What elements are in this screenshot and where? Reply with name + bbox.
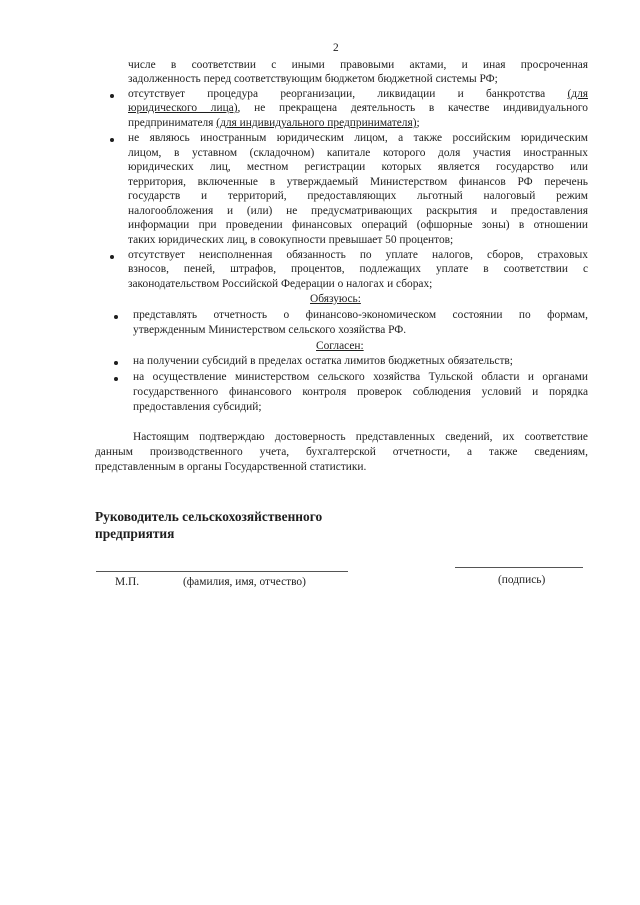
paragraph-line: налогообложения и (или) не предусматривающих раскрытия и предоставления: [128, 205, 588, 217]
text-run: предпринимателя: [128, 117, 217, 129]
paragraph-line: таких юридических лиц, в совокупности превышает 50 процентов;: [128, 234, 454, 246]
bullet-icon: [114, 361, 118, 365]
signature-line: [455, 567, 583, 568]
paragraph-line: [128, 116, 420, 130]
signatory-title: Руководитель сельскохозяйственного: [95, 509, 323, 524]
paragraph-line: на получении субсидий в пределах остатка лимитов бюджетных обязательств;: [133, 355, 513, 367]
signatory-title: предприятия: [95, 526, 175, 541]
paragraph-line: данным производственного учета, бухгалтерской отчетности, а также сведениям,: [95, 446, 588, 458]
bullet-icon: [110, 255, 114, 259]
bullet-icon: [114, 315, 118, 319]
paragraph-line: предоставления субсидий;: [133, 401, 262, 413]
bullet-icon: [114, 377, 118, 381]
paragraph-line: взносов, пеней, штрафов, процентов, подлежащих уплате в соответствии с: [128, 263, 588, 275]
paragraph-line: [128, 101, 588, 115]
name-label: (фамилия, имя, отчество): [183, 576, 306, 588]
underlined-text: (для индивидуального предпринимателя): [216, 117, 417, 129]
paragraph-line: представлять отчетность о финансово-экономическом состоянии по формам,: [133, 309, 588, 321]
bullet-icon: [110, 94, 114, 98]
paragraph-line: Настоящим подтверждаю достоверность представленных сведений, их соответствие: [133, 431, 588, 443]
name-signature-line: [96, 571, 348, 572]
paragraph-line: юридических лиц, местном регистрации которых является государство или: [128, 161, 588, 173]
bullet-icon: [110, 138, 114, 142]
paragraph-line: государств и территорий, предоставляющих льготный налоговый режим: [128, 190, 588, 202]
paragraph-line: государственного финансового контроля проверок соблюдения условий и порядка: [133, 386, 588, 398]
paragraph-line: [128, 87, 588, 101]
paragraph-line: лицом, в уставном (складочном) капитале которого доля участия иностранных: [128, 147, 588, 159]
paragraph-line: на осуществление министерством сельского хозяйства Тульской области и органами: [133, 371, 588, 383]
stamp-label: М.П.: [115, 576, 140, 588]
section-heading: Обязуюсь:: [310, 293, 361, 305]
paragraph-line: представленным в органы Государственной статистики.: [95, 461, 367, 473]
section-heading: Согласен:: [316, 340, 364, 352]
underlined-text: юридического лица): [128, 102, 238, 114]
signature-label: (подпись): [498, 574, 546, 586]
text-run: , не прекращена деятельность в качестве индивидуального: [237, 102, 588, 114]
paragraph-line: отсутствует неисполненная обязанность по уплате налогов, сборов, страховых: [128, 249, 588, 261]
paragraph-line: территория, включенные в утверждаемый Министерством финансов РФ перечень: [128, 176, 588, 188]
paragraph-line: утвержденным Министерством сельского хозяйства РФ.: [133, 324, 407, 336]
paragraph-line: законодательством Российской Федерации о налогах и сборах;: [128, 278, 433, 290]
paragraph-line: не являюсь иностранным юридическим лицом, а также российским юридическим: [128, 132, 588, 144]
paragraph-line: задолженность перед соответствующим бюджетом бюджетной системы РФ;: [128, 73, 498, 85]
paragraph-line: информации при проведении финансовых операций (офшорные зоны) в отношении: [128, 219, 588, 231]
text-run: отсутствует процедура реорганизации, ликвидации и банкротства: [128, 88, 568, 100]
text-run: ;: [416, 117, 420, 129]
page-number: 2: [333, 42, 339, 54]
paragraph-line: числе в соответствии с иными правовыми актами, и иная просроченная: [128, 59, 588, 71]
underlined-text: (для: [567, 88, 588, 100]
